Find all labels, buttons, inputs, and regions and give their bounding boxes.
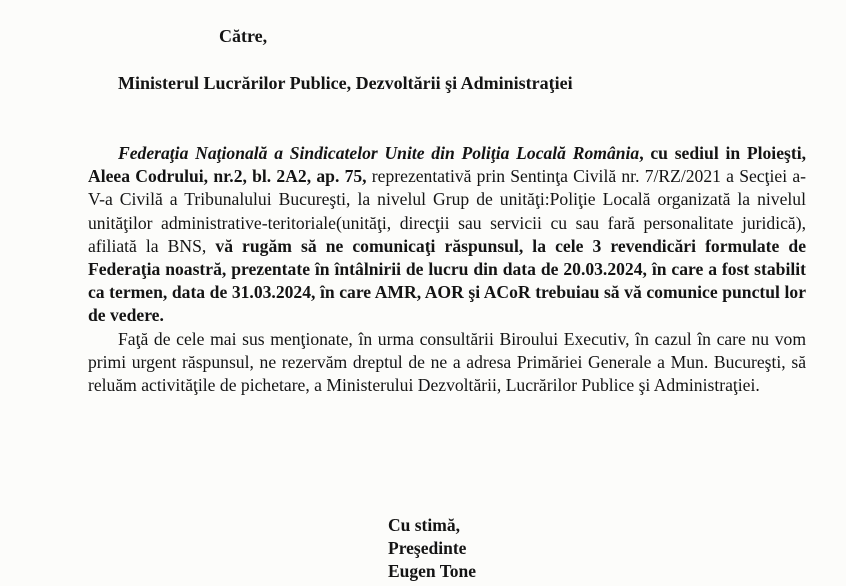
signer-title: Preşedinte — [388, 538, 467, 558]
salutation: Către, — [219, 26, 268, 46]
request-text: vă rugăm să ne comunicaţi răspunsul, la cele 3 revendicări formulate de Federaţia noastră, prezentate în întâlnirii de lucru din data de 20.03.2024, în care a fost stabilit ca termen, data de 31.03.2024, în care AMR, AOR şi ACoR trebuiau să vă comunice punctul lor de vedere. — [88, 235, 806, 326]
paragraph-followup: Faţă de cele mai sus menţionate, în urma consultării Biroului Executiv, în cazul în care nu vom primi urgent răspunsul, ne rezervăm dreptul de ne a adresa Primăriei Generale a Mun. Bucureşti, să reluăm activităţile de pichetare, a Ministerului Dezvoltării, Lucrărilor Publice şi Administraţiei. — [88, 328, 806, 396]
signature-block — [388, 514, 476, 583]
letter-body — [88, 142, 806, 397]
representation-text: reprezentativă prin Sentinţa Civilă nr. 7/RZ/2021 a Secţiei a-V-a Civilă a Tribunalului Bucureşti, la nivelul Grup de unităţi:Poliţie Locală organizată la nivelul unităţilor administrative-teritoriale(unităţi, direcţii sau servicii cu sau fară personalitate juridică), afiliată la BNS, — [88, 166, 806, 256]
closing-line: Cu stimă, — [388, 515, 460, 535]
recipient-heading: Ministerul Lucrărilor Publice, Dezvoltării şi Administraţiei — [118, 73, 573, 93]
headquarters-address: , cu sediul in Ploieşti, Aleea Codrului, nr.2, bl. 2A2, ap. 75, — [88, 143, 806, 187]
paragraph-request — [88, 142, 806, 328]
signer-name: Eugen Tone — [388, 561, 477, 581]
federation-name: Federaţia Naţională a Sindicatelor Unite din Poliţia Locală România — [118, 143, 640, 163]
